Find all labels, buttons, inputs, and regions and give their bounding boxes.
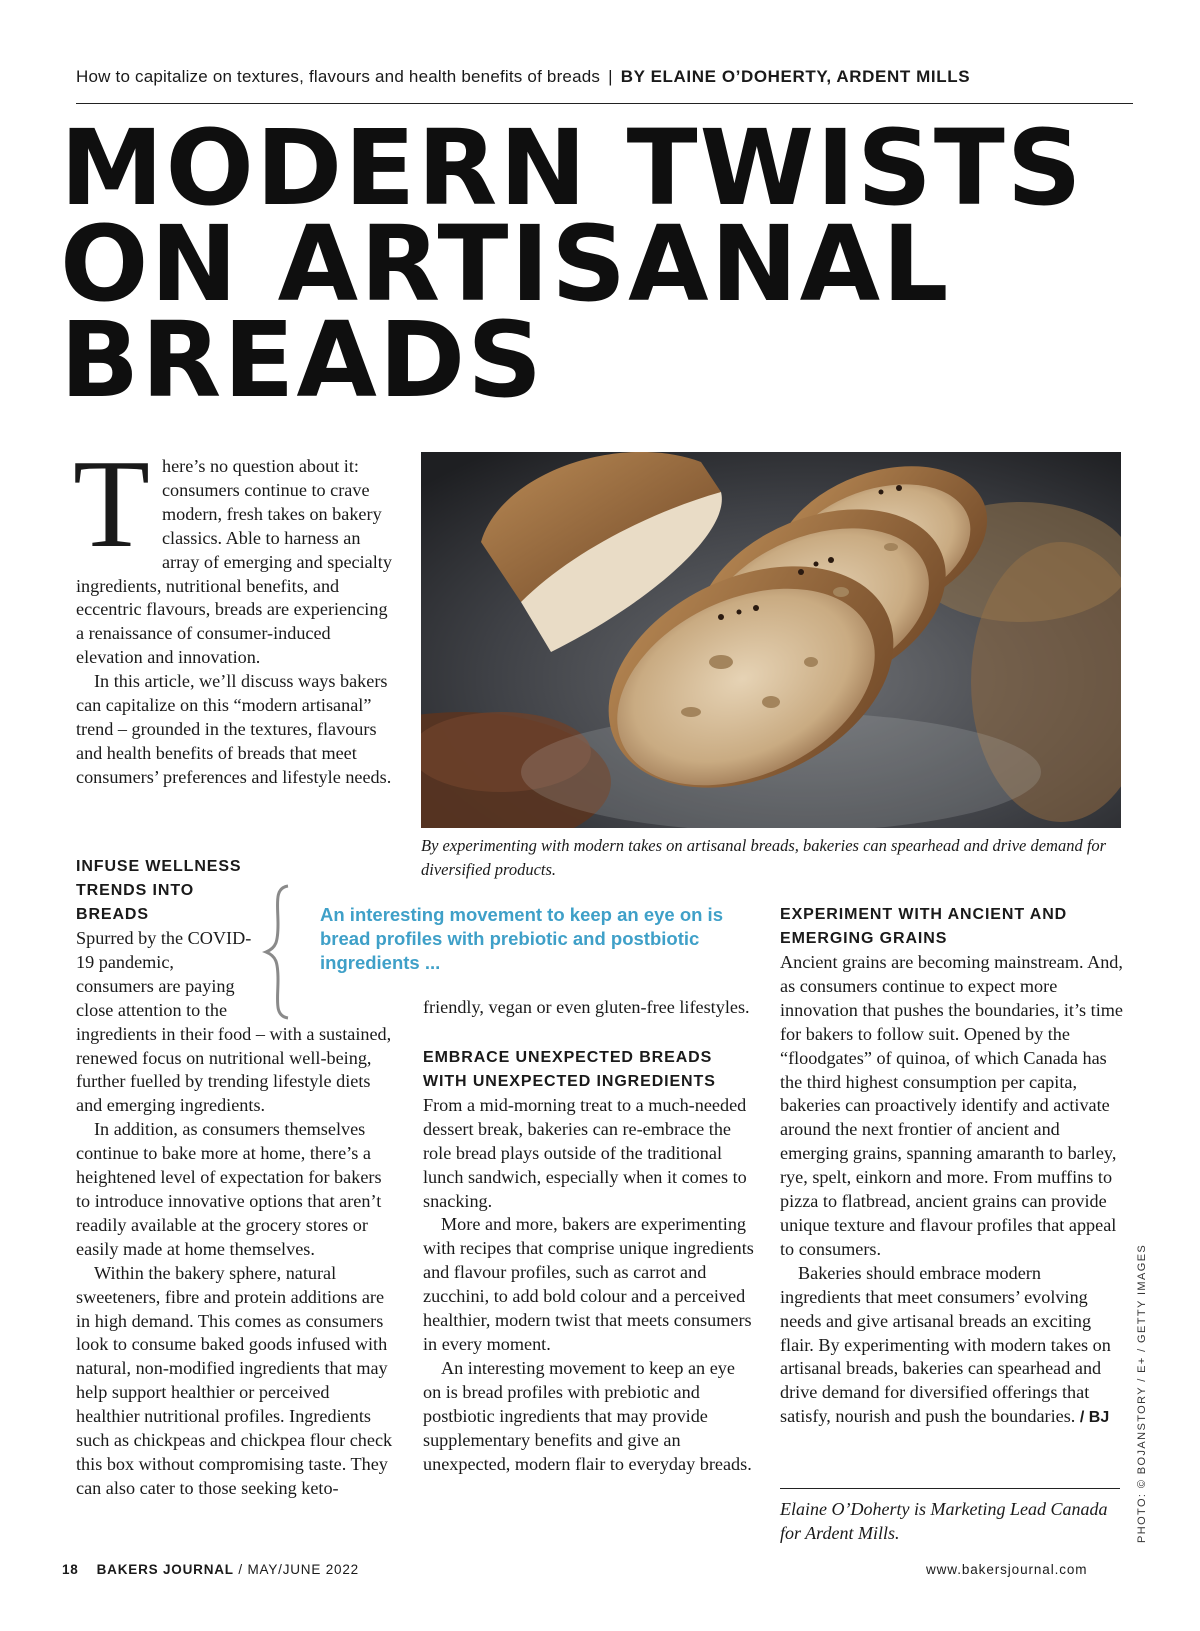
photo-caption: By experimenting with modern takes on artisanal breads, bakeries can spearhead and drive demand for diversified products.	[421, 836, 1107, 879]
section-2-paragraph-1: From a mid-morning treat to a much-needed dessert break, bakeries can re-embrace the role bread plays outside of the traditional lunch sandwich, especially when it comes to snacking.	[423, 1094, 747, 1211]
section-1-paragraph-1-wrap: Spurred by the COVID-19 pandemic, consumers are paying close attention to the	[76, 928, 252, 1020]
title-line-1: MODERN TWISTS	[60, 107, 1084, 229]
intro-paragraph-2: In this article, we’ll discuss ways bakers can capitalize on this “modern artisanal” trend – grounded in the textures, flavours and health benefits of breads that meet consumers’ preferences and lifestyle needs.	[76, 671, 392, 787]
article-deck	[76, 67, 1126, 87]
bio-rule	[780, 1488, 1120, 1489]
section-3-paragraph-1: Ancient grains are becoming mainstream. And, as consumers continue to expect more innovation that pushes the boundaries, it’s time for bakers to follow suit. Opened by the “floodgates” of quinoa, of which Canada has the third highest consumption per capita, bakeries can proactively identify and activate around the next frontier of ancient and emerging grains, spanning amaranth to barley, rye, spelt, einkorn and more. From muffins to pizza to flatbread, ancient grains can provide unique texture and flavour profiles that appeal to consumers.	[780, 952, 1123, 1259]
section-1-heading-line-2: TRENDS INTO	[76, 882, 195, 899]
section-3-heading-line-1: EXPERIMENT WITH ANCIENT AND	[780, 906, 1068, 923]
photo-credit: PHOTO: © BOJANSTORY / E+ / GETTY IMAGES	[1136, 1243, 1148, 1543]
author-bio: Elaine O’Doherty is Marketing Lead Canada for Ardent Mills.	[780, 1499, 1108, 1543]
pullquote-brace	[262, 884, 298, 1020]
byline: BY ELAINE O’DOHERTY, ARDENT MILLS	[620, 67, 971, 86]
section-2-heading-line-1: EMBRACE UNEXPECTED BREADS	[423, 1048, 713, 1066]
section-2-paragraph-2: More and more, bakers are experimenting with recipes that comprise unique ingredients and flavour profiles, such as carrot and zucchini, to add bold colour and a perceived healthier, modern twist that meets consumers in every moment.	[423, 1214, 754, 1354]
pullquote: An interesting movement to keep an eye on is bread profiles with prebiotic and postbiotic ingredients ...	[320, 904, 723, 973]
deck-text: How to capitalize on textures, flavours and health benefits of breads	[76, 67, 601, 86]
deck-separator: |	[608, 67, 613, 86]
title-line-3: BREADS	[60, 299, 545, 421]
section-1-heading-line-3: BREADS	[76, 906, 149, 923]
section-2-paragraph-3: An interesting movement to keep an eye on is bread profiles with prebiotic and postbiotic ingredients that may provide supplementary benefits and give an unexpected, modern flair to everyday breads.	[423, 1357, 752, 1474]
footer-url: www.bakersjournal.com	[926, 1562, 1088, 1577]
section-3-heading-line-2: EMERGING GRAINS	[780, 930, 948, 947]
section-1-paragraph-1-rest: ingredients in their food – with a sustained, renewed focus on nutritional well-being, further fuelled by trending lifestyle diets and emerging ingredients.	[76, 1023, 392, 1116]
header-rule	[76, 103, 1133, 104]
bread-photo	[421, 452, 1121, 828]
section-2-heading	[423, 1046, 755, 1094]
article-title	[60, 107, 1140, 421]
issue-date: / MAY/JUNE 2022	[238, 1562, 359, 1577]
magazine-name: BAKERS JOURNAL	[96, 1562, 234, 1577]
footer-left	[62, 1562, 359, 1577]
intro-column	[73, 435, 396, 790]
section-3-paragraph-2-text: Bakeries should embrace modern ingredients that meet consumers’ evolving needs and give artisanal breads an exciting flair. By experimenting with modern takes on artisanal breads, bakeries can spearhead and drive demand for diversified offerings that satisfy, nourish and push the boundaries.	[780, 1262, 1111, 1427]
drop-cap: T	[73, 435, 150, 574]
section-2-heading-line-2: WITH UNEXPECTED INGREDIENTS	[423, 1072, 716, 1090]
section-3-column	[780, 903, 1125, 1430]
section-1-paragraph-2: In addition, as consumers themselves continue to bake more at home, there’s a heightened level of expectation for bakers to introduce innovative options that aren’t readily available at the grocery stores or easily made at home themselves.	[76, 1119, 382, 1259]
title-line-2: ON ARTISANAL	[60, 203, 951, 325]
end-mark: / BJ	[1079, 1409, 1110, 1427]
intro-paragraph-1: here’s no question about it: consumers continue to crave modern, fresh takes on bakery classics. Able to harness an array of emerging and specialty ingredients, nutritional benefits, and eccentric flavours, breads are experiencing a renaissance of consumer-induced elevation and innovation.	[76, 456, 392, 668]
section-1-heading-line-1: INFUSE WELLNESS	[76, 858, 242, 875]
section-1-continued: friendly, vegan or even gluten-free lifestyles.	[423, 997, 750, 1017]
section-2-column	[423, 996, 755, 1476]
section-3-paragraph-2	[780, 1262, 1125, 1430]
page-number: 18	[62, 1562, 79, 1577]
section-3-heading	[780, 903, 1125, 951]
section-1-paragraph-3: Within the bakery sphere, natural sweeteners, fibre and protein additions are in high demand. This comes as consumers look to consume baked goods infused with natural, non-modified ingredients that may help support healthier or perceived healthier nutritional profiles. Ingredients such as chickpeas and chickpea flour check this box without compromising taste. They can also cater to those seeking keto-	[76, 1262, 393, 1498]
